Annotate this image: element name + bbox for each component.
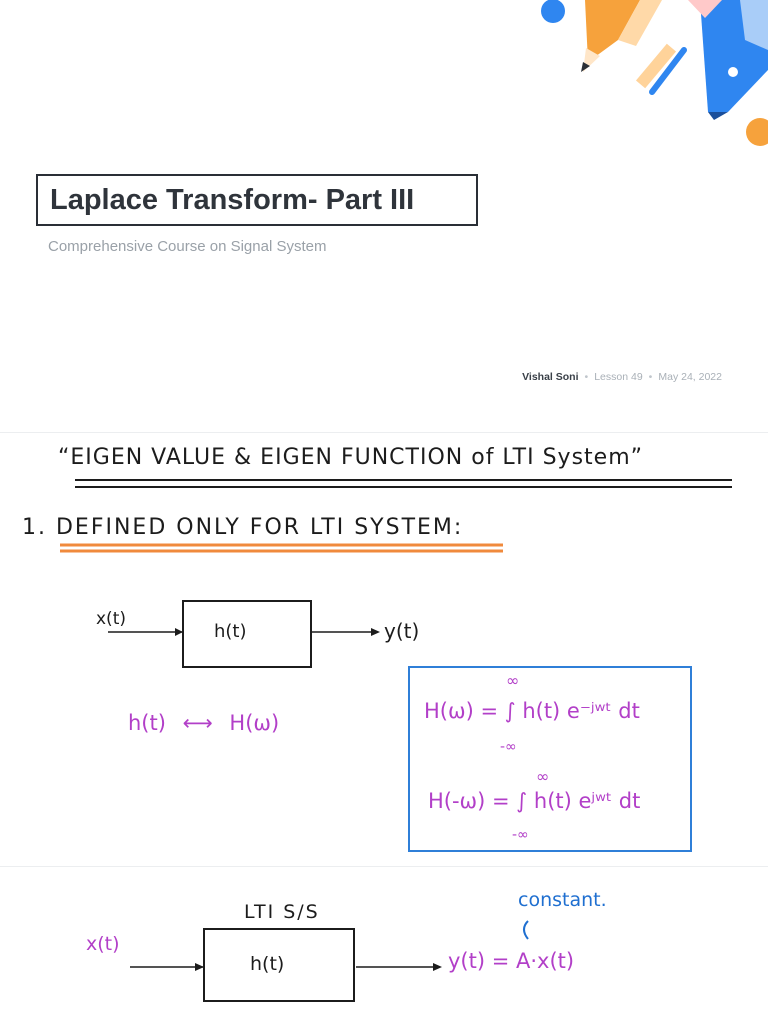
constant-annotation: constant.: [518, 889, 607, 911]
formula-box: [409, 667, 691, 851]
eq2-upper-limit: ∞: [536, 767, 550, 786]
formula-1: H(ω) = ∫ h(t) e⁻ʲʷᵗ dt: [424, 699, 640, 723]
notes-heading: “EIGEN VALUE & EIGEN FUNCTION of LTI System”: [58, 445, 644, 470]
block-label: h(t): [250, 953, 285, 975]
annotation-bracket: [524, 921, 528, 939]
pencil-icon: [581, 0, 662, 72]
point-1: 1. DEFINED ONLY FOR LTI SYSTEM:: [22, 515, 464, 540]
pair-right: H(ω): [229, 711, 280, 735]
eq1-lower-limit: -∞: [500, 739, 517, 755]
separator: •: [584, 371, 589, 383]
output-equation: y(t) = A·x(t): [448, 949, 575, 973]
page-subtitle: Comprehensive Course on Signal System: [48, 238, 327, 255]
diagram-block-label: h(t): [214, 621, 247, 642]
notes-slide: [0, 432, 768, 865]
page-title: Laplace Transform- Part III: [50, 184, 415, 216]
lesson-number: Lesson 49: [594, 371, 643, 383]
transform-pair: [128, 711, 279, 735]
pair-left: h(t): [128, 711, 166, 735]
author-name: Vishal Soni: [522, 371, 579, 383]
diagram-input: x(t): [96, 609, 126, 629]
lesson-meta: [522, 371, 722, 383]
system-block: [183, 601, 311, 667]
diagram-output: y(t): [384, 619, 420, 643]
pair-arrow: ⟷: [182, 711, 213, 735]
separator: •: [648, 371, 653, 383]
ruler-icon: [636, 44, 684, 92]
notes-drawing: [0, 433, 768, 865]
title-box: [36, 174, 478, 226]
cover-slide: [0, 0, 768, 430]
blue-dot-icon: [541, 0, 565, 23]
lesson-date: May 24, 2022: [658, 371, 722, 383]
notes-slide-2: [0, 866, 768, 1025]
eq2-lower-limit: -∞: [512, 827, 529, 843]
formula-2: H(-ω) = ∫ h(t) eʲʷᵗ dt: [428, 789, 641, 813]
eq1-upper-limit: ∞: [506, 671, 520, 690]
system-label: LTI S/S: [244, 901, 320, 923]
input-signal: x(t): [86, 933, 120, 955]
pen-nib-icon: [688, 0, 768, 120]
orange-dot-icon: [746, 118, 768, 146]
